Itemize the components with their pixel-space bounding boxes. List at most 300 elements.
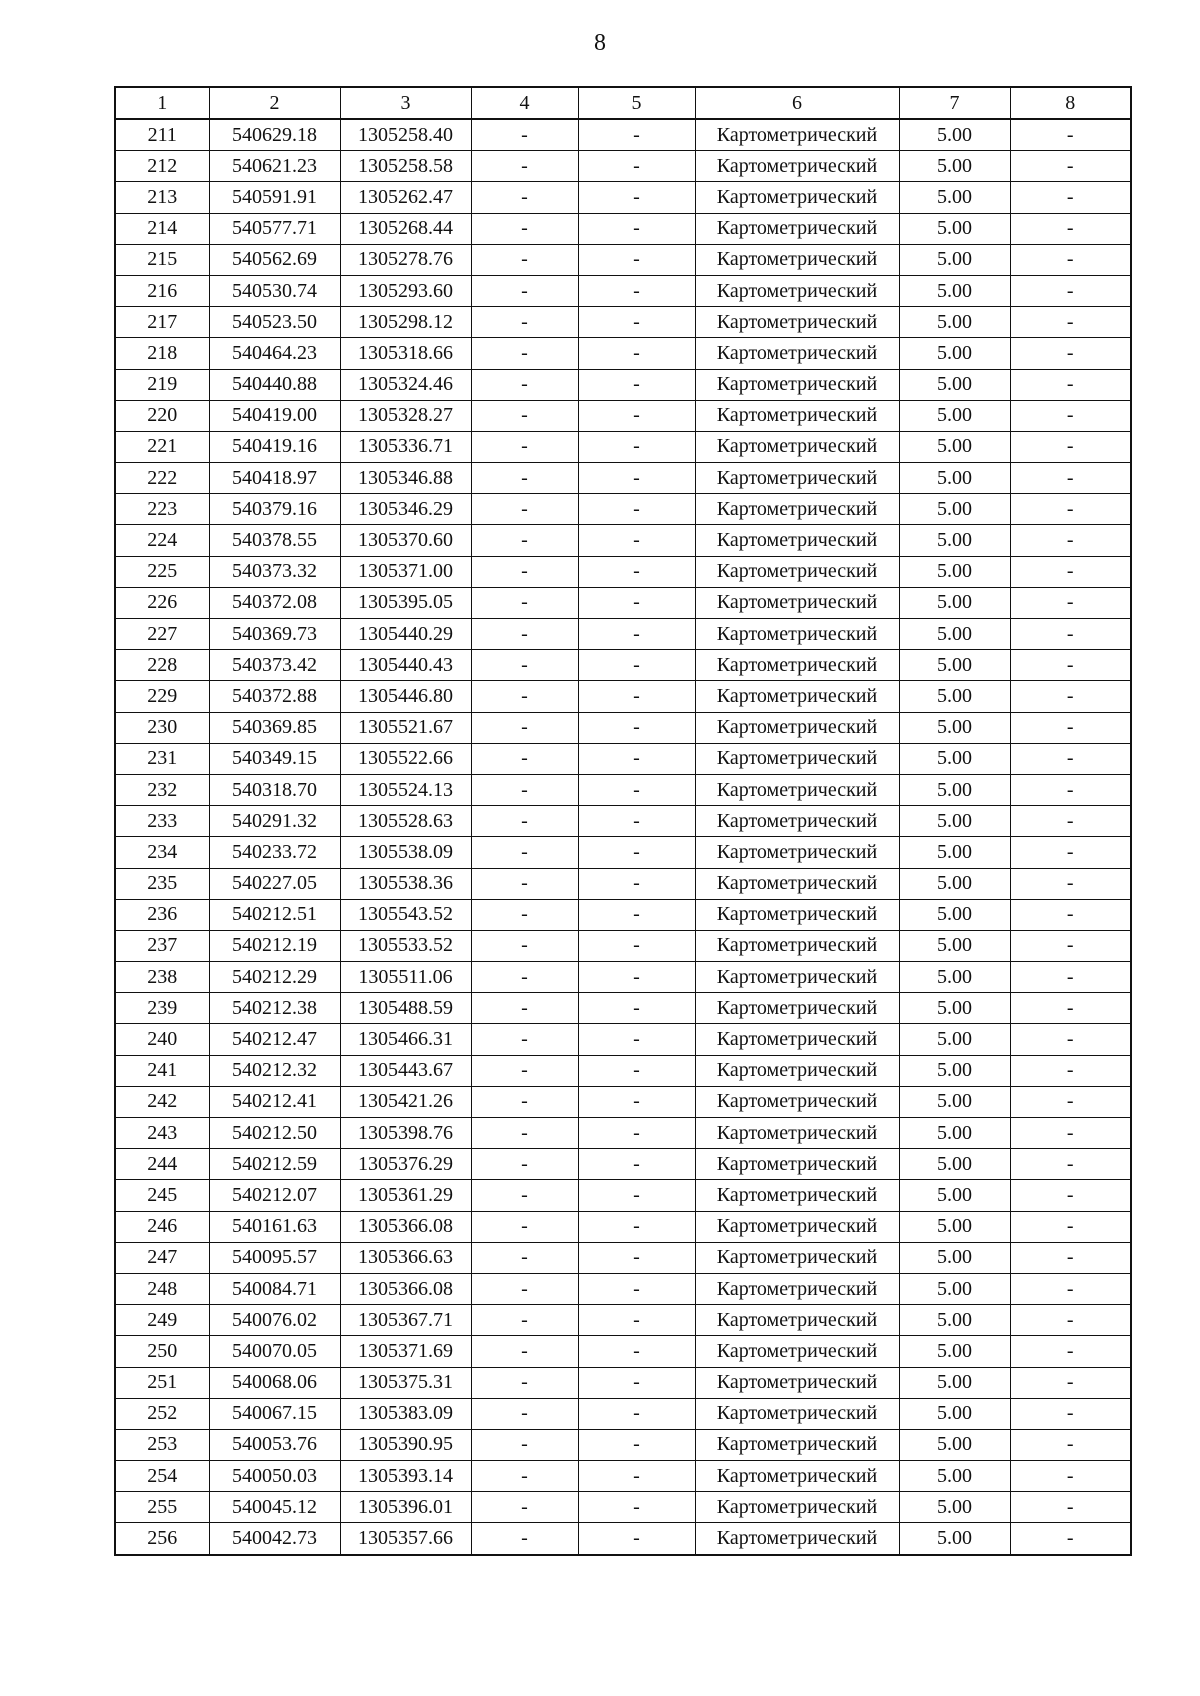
y-coordinate-cell: 1305440.29	[340, 619, 471, 650]
point-number-cell: 214	[115, 213, 209, 244]
table-row	[115, 338, 1131, 369]
method-cell: Картометрический	[695, 151, 899, 182]
method-cell: Картометрический	[695, 1429, 899, 1460]
point-number-cell: 256	[115, 1523, 209, 1555]
col4-cell: -	[471, 712, 578, 743]
point-number-cell: 243	[115, 1118, 209, 1149]
method-cell: Картометрический	[695, 837, 899, 868]
x-coordinate-cell: 540591.91	[209, 182, 340, 213]
col4-cell: -	[471, 993, 578, 1024]
x-coordinate-cell: 540161.63	[209, 1211, 340, 1242]
accuracy-cell: 5.00	[899, 1273, 1010, 1304]
x-coordinate-cell: 540212.38	[209, 993, 340, 1024]
col5-cell: -	[578, 400, 695, 431]
col4-cell: -	[471, 1211, 578, 1242]
point-number-cell: 229	[115, 681, 209, 712]
col8-cell: -	[1010, 650, 1131, 681]
col4-cell: -	[471, 837, 578, 868]
col4-cell: -	[471, 1149, 578, 1180]
col4-cell: -	[471, 930, 578, 961]
point-number-cell: 217	[115, 307, 209, 338]
col8-cell: -	[1010, 930, 1131, 961]
col4-cell: -	[471, 1180, 578, 1211]
col5-cell: -	[578, 1429, 695, 1460]
col8-cell: -	[1010, 619, 1131, 650]
point-number-cell: 253	[115, 1429, 209, 1460]
accuracy-cell: 5.00	[899, 119, 1010, 151]
y-coordinate-cell: 1305446.80	[340, 681, 471, 712]
method-cell: Картометрический	[695, 962, 899, 993]
y-coordinate-cell: 1305328.27	[340, 400, 471, 431]
x-coordinate-cell: 540212.50	[209, 1118, 340, 1149]
y-coordinate-cell: 1305366.63	[340, 1242, 471, 1273]
table-row	[115, 993, 1131, 1024]
column-header-7: 7	[899, 87, 1010, 119]
column-header-8: 8	[1010, 87, 1131, 119]
col8-cell: -	[1010, 1336, 1131, 1367]
col4-cell: -	[471, 1273, 578, 1304]
table-row	[115, 868, 1131, 899]
accuracy-cell: 5.00	[899, 556, 1010, 587]
point-number-cell: 223	[115, 494, 209, 525]
x-coordinate-cell: 540562.69	[209, 244, 340, 275]
col4-cell: -	[471, 307, 578, 338]
accuracy-cell: 5.00	[899, 681, 1010, 712]
accuracy-cell: 5.00	[899, 151, 1010, 182]
accuracy-cell: 5.00	[899, 1024, 1010, 1055]
col8-cell: -	[1010, 213, 1131, 244]
accuracy-cell: 5.00	[899, 1367, 1010, 1398]
table-row	[115, 650, 1131, 681]
col5-cell: -	[578, 1180, 695, 1211]
accuracy-cell: 5.00	[899, 743, 1010, 774]
accuracy-cell: 5.00	[899, 400, 1010, 431]
table-row	[115, 369, 1131, 400]
y-coordinate-cell: 1305538.09	[340, 837, 471, 868]
accuracy-cell: 5.00	[899, 1461, 1010, 1492]
point-number-cell: 220	[115, 400, 209, 431]
y-coordinate-cell: 1305511.06	[340, 962, 471, 993]
col8-cell: -	[1010, 1398, 1131, 1429]
method-cell: Картометрический	[695, 431, 899, 462]
x-coordinate-cell: 540621.23	[209, 151, 340, 182]
table-row	[115, 1086, 1131, 1117]
col4-cell: -	[471, 1492, 578, 1523]
point-number-cell: 238	[115, 962, 209, 993]
col4-cell: -	[471, 525, 578, 556]
col5-cell: -	[578, 806, 695, 837]
col4-cell: -	[471, 1086, 578, 1117]
col4-cell: -	[471, 463, 578, 494]
y-coordinate-cell: 1305278.76	[340, 244, 471, 275]
col8-cell: -	[1010, 525, 1131, 556]
y-coordinate-cell: 1305383.09	[340, 1398, 471, 1429]
accuracy-cell: 5.00	[899, 1211, 1010, 1242]
col8-cell: -	[1010, 1461, 1131, 1492]
table-row	[115, 494, 1131, 525]
table-row	[115, 119, 1131, 151]
col5-cell: -	[578, 369, 695, 400]
col5-cell: -	[578, 899, 695, 930]
point-number-cell: 233	[115, 806, 209, 837]
method-cell: Картометрический	[695, 806, 899, 837]
accuracy-cell: 5.00	[899, 1086, 1010, 1117]
y-coordinate-cell: 1305371.69	[340, 1336, 471, 1367]
col5-cell: -	[578, 1273, 695, 1304]
col4-cell: -	[471, 1118, 578, 1149]
accuracy-cell: 5.00	[899, 868, 1010, 899]
method-cell: Картометрический	[695, 1273, 899, 1304]
col4-cell: -	[471, 868, 578, 899]
table-row	[115, 806, 1131, 837]
col5-cell: -	[578, 1492, 695, 1523]
accuracy-cell: 5.00	[899, 899, 1010, 930]
y-coordinate-cell: 1305538.36	[340, 868, 471, 899]
method-cell: Картометрический	[695, 275, 899, 306]
point-number-cell: 236	[115, 899, 209, 930]
col5-cell: -	[578, 993, 695, 1024]
table-row	[115, 743, 1131, 774]
method-cell: Картометрический	[695, 213, 899, 244]
table-row	[115, 619, 1131, 650]
table-row	[115, 213, 1131, 244]
col5-cell: -	[578, 494, 695, 525]
accuracy-cell: 5.00	[899, 275, 1010, 306]
accuracy-cell: 5.00	[899, 712, 1010, 743]
method-cell: Картометрический	[695, 338, 899, 369]
col4-cell: -	[471, 962, 578, 993]
y-coordinate-cell: 1305528.63	[340, 806, 471, 837]
x-coordinate-cell: 540372.08	[209, 587, 340, 618]
col5-cell: -	[578, 525, 695, 556]
x-coordinate-cell: 540070.05	[209, 1336, 340, 1367]
col8-cell: -	[1010, 587, 1131, 618]
accuracy-cell: 5.00	[899, 494, 1010, 525]
point-number-cell: 211	[115, 119, 209, 151]
point-number-cell: 254	[115, 1461, 209, 1492]
method-cell: Картометрический	[695, 1398, 899, 1429]
table-row	[115, 556, 1131, 587]
point-number-cell: 231	[115, 743, 209, 774]
y-coordinate-cell: 1305346.88	[340, 463, 471, 494]
col5-cell: -	[578, 244, 695, 275]
y-coordinate-cell: 1305258.40	[340, 119, 471, 151]
col5-cell: -	[578, 431, 695, 462]
y-coordinate-cell: 1305293.60	[340, 275, 471, 306]
point-number-cell: 215	[115, 244, 209, 275]
col4-cell: -	[471, 650, 578, 681]
method-cell: Картометрический	[695, 993, 899, 1024]
method-cell: Картометрический	[695, 650, 899, 681]
col4-cell: -	[471, 587, 578, 618]
x-coordinate-cell: 540212.51	[209, 899, 340, 930]
y-coordinate-cell: 1305357.66	[340, 1523, 471, 1555]
x-coordinate-cell: 540084.71	[209, 1273, 340, 1304]
point-number-cell: 242	[115, 1086, 209, 1117]
x-coordinate-cell: 540212.47	[209, 1024, 340, 1055]
accuracy-cell: 5.00	[899, 525, 1010, 556]
col8-cell: -	[1010, 1180, 1131, 1211]
point-number-cell: 227	[115, 619, 209, 650]
y-coordinate-cell: 1305421.26	[340, 1086, 471, 1117]
x-coordinate-cell: 540419.00	[209, 400, 340, 431]
accuracy-cell: 5.00	[899, 650, 1010, 681]
x-coordinate-cell: 540076.02	[209, 1305, 340, 1336]
col4-cell: -	[471, 1461, 578, 1492]
accuracy-cell: 5.00	[899, 463, 1010, 494]
col5-cell: -	[578, 774, 695, 805]
point-number-cell: 248	[115, 1273, 209, 1304]
y-coordinate-cell: 1305371.00	[340, 556, 471, 587]
point-number-cell: 212	[115, 151, 209, 182]
col8-cell: -	[1010, 993, 1131, 1024]
table-row	[115, 1336, 1131, 1367]
y-coordinate-cell: 1305336.71	[340, 431, 471, 462]
col4-cell: -	[471, 244, 578, 275]
col4-cell: -	[471, 213, 578, 244]
x-coordinate-cell: 540419.16	[209, 431, 340, 462]
point-number-cell: 240	[115, 1024, 209, 1055]
col5-cell: -	[578, 1211, 695, 1242]
accuracy-cell: 5.00	[899, 774, 1010, 805]
y-coordinate-cell: 1305346.29	[340, 494, 471, 525]
col5-cell: -	[578, 1149, 695, 1180]
table-row	[115, 1523, 1131, 1555]
table-row	[115, 307, 1131, 338]
col8-cell: -	[1010, 1367, 1131, 1398]
table-header-row	[115, 87, 1131, 119]
table-row	[115, 1367, 1131, 1398]
accuracy-cell: 5.00	[899, 338, 1010, 369]
col4-cell: -	[471, 806, 578, 837]
col8-cell: -	[1010, 837, 1131, 868]
y-coordinate-cell: 1305370.60	[340, 525, 471, 556]
x-coordinate-cell: 540418.97	[209, 463, 340, 494]
method-cell: Картометрический	[695, 400, 899, 431]
table-row	[115, 1211, 1131, 1242]
method-cell: Картометрический	[695, 1492, 899, 1523]
column-header-3: 3	[340, 87, 471, 119]
x-coordinate-cell: 540067.15	[209, 1398, 340, 1429]
x-coordinate-cell: 540373.42	[209, 650, 340, 681]
method-cell: Картометрический	[695, 119, 899, 151]
col5-cell: -	[578, 619, 695, 650]
col8-cell: -	[1010, 1492, 1131, 1523]
accuracy-cell: 5.00	[899, 1492, 1010, 1523]
x-coordinate-cell: 540233.72	[209, 837, 340, 868]
point-number-cell: 232	[115, 774, 209, 805]
method-cell: Картометрический	[695, 525, 899, 556]
x-coordinate-cell: 540212.32	[209, 1055, 340, 1086]
accuracy-cell: 5.00	[899, 1180, 1010, 1211]
accuracy-cell: 5.00	[899, 213, 1010, 244]
table-row	[115, 1398, 1131, 1429]
col5-cell: -	[578, 930, 695, 961]
point-number-cell: 219	[115, 369, 209, 400]
x-coordinate-cell: 540629.18	[209, 119, 340, 151]
col4-cell: -	[471, 151, 578, 182]
col5-cell: -	[578, 307, 695, 338]
method-cell: Картометрический	[695, 369, 899, 400]
x-coordinate-cell: 540349.15	[209, 743, 340, 774]
point-number-cell: 237	[115, 930, 209, 961]
method-cell: Картометрический	[695, 1024, 899, 1055]
y-coordinate-cell: 1305324.46	[340, 369, 471, 400]
col8-cell: -	[1010, 1118, 1131, 1149]
accuracy-cell: 5.00	[899, 1305, 1010, 1336]
method-cell: Картометрический	[695, 1086, 899, 1117]
col8-cell: -	[1010, 743, 1131, 774]
col8-cell: -	[1010, 307, 1131, 338]
table-row	[115, 1055, 1131, 1086]
x-coordinate-cell: 540050.03	[209, 1461, 340, 1492]
col8-cell: -	[1010, 119, 1131, 151]
coordinates-table	[114, 86, 1132, 1556]
y-coordinate-cell: 1305521.67	[340, 712, 471, 743]
col5-cell: -	[578, 587, 695, 618]
table-row	[115, 930, 1131, 961]
point-number-cell: 234	[115, 837, 209, 868]
table-row	[115, 1461, 1131, 1492]
col4-cell: -	[471, 899, 578, 930]
y-coordinate-cell: 1305443.67	[340, 1055, 471, 1086]
method-cell: Картометрический	[695, 774, 899, 805]
point-number-cell: 255	[115, 1492, 209, 1523]
col4-cell: -	[471, 1305, 578, 1336]
col4-cell: -	[471, 400, 578, 431]
method-cell: Картометрический	[695, 1149, 899, 1180]
method-cell: Картометрический	[695, 1118, 899, 1149]
table-row	[115, 712, 1131, 743]
accuracy-cell: 5.00	[899, 1118, 1010, 1149]
point-number-cell: 249	[115, 1305, 209, 1336]
col8-cell: -	[1010, 338, 1131, 369]
col5-cell: -	[578, 1367, 695, 1398]
x-coordinate-cell: 540373.32	[209, 556, 340, 587]
accuracy-cell: 5.00	[899, 587, 1010, 618]
col8-cell: -	[1010, 1055, 1131, 1086]
method-cell: Картометрический	[695, 1336, 899, 1367]
col8-cell: -	[1010, 556, 1131, 587]
col8-cell: -	[1010, 494, 1131, 525]
col4-cell: -	[471, 681, 578, 712]
point-number-cell: 218	[115, 338, 209, 369]
col8-cell: -	[1010, 806, 1131, 837]
point-number-cell: 224	[115, 525, 209, 556]
y-coordinate-cell: 1305533.52	[340, 930, 471, 961]
col5-cell: -	[578, 1024, 695, 1055]
accuracy-cell: 5.00	[899, 1429, 1010, 1460]
col8-cell: -	[1010, 182, 1131, 213]
table-row	[115, 774, 1131, 805]
y-coordinate-cell: 1305390.95	[340, 1429, 471, 1460]
x-coordinate-cell: 540227.05	[209, 868, 340, 899]
method-cell: Картометрический	[695, 930, 899, 961]
col5-cell: -	[578, 556, 695, 587]
method-cell: Картометрический	[695, 1055, 899, 1086]
table-row	[115, 1118, 1131, 1149]
accuracy-cell: 5.00	[899, 244, 1010, 275]
col8-cell: -	[1010, 1149, 1131, 1180]
col8-cell: -	[1010, 774, 1131, 805]
col5-cell: -	[578, 1305, 695, 1336]
y-coordinate-cell: 1305543.52	[340, 899, 471, 930]
method-cell: Картометрический	[695, 587, 899, 618]
accuracy-cell: 5.00	[899, 1336, 1010, 1367]
y-coordinate-cell: 1305488.59	[340, 993, 471, 1024]
table-row	[115, 962, 1131, 993]
table-row	[115, 1429, 1131, 1460]
col8-cell: -	[1010, 400, 1131, 431]
y-coordinate-cell: 1305466.31	[340, 1024, 471, 1055]
y-coordinate-cell: 1305440.43	[340, 650, 471, 681]
method-cell: Картометрический	[695, 899, 899, 930]
accuracy-cell: 5.00	[899, 1242, 1010, 1273]
col8-cell: -	[1010, 962, 1131, 993]
col4-cell: -	[471, 182, 578, 213]
x-coordinate-cell: 540318.70	[209, 774, 340, 805]
col4-cell: -	[471, 619, 578, 650]
col4-cell: -	[471, 1429, 578, 1460]
accuracy-cell: 5.00	[899, 1055, 1010, 1086]
y-coordinate-cell: 1305258.58	[340, 151, 471, 182]
col5-cell: -	[578, 463, 695, 494]
point-number-cell: 230	[115, 712, 209, 743]
y-coordinate-cell: 1305398.76	[340, 1118, 471, 1149]
col4-cell: -	[471, 1336, 578, 1367]
col5-cell: -	[578, 743, 695, 774]
col8-cell: -	[1010, 1523, 1131, 1555]
point-number-cell: 222	[115, 463, 209, 494]
method-cell: Картометрический	[695, 182, 899, 213]
table-row	[115, 1242, 1131, 1273]
accuracy-cell: 5.00	[899, 993, 1010, 1024]
col8-cell: -	[1010, 1429, 1131, 1460]
method-cell: Картометрический	[695, 494, 899, 525]
y-coordinate-cell: 1305522.66	[340, 743, 471, 774]
method-cell: Картометрический	[695, 1180, 899, 1211]
table-row	[115, 1492, 1131, 1523]
col8-cell: -	[1010, 1024, 1131, 1055]
accuracy-cell: 5.00	[899, 837, 1010, 868]
method-cell: Картометрический	[695, 1523, 899, 1555]
col5-cell: -	[578, 1242, 695, 1273]
x-coordinate-cell: 540042.73	[209, 1523, 340, 1555]
col4-cell: -	[471, 431, 578, 462]
method-cell: Картометрический	[695, 1461, 899, 1492]
col8-cell: -	[1010, 431, 1131, 462]
col4-cell: -	[471, 743, 578, 774]
y-coordinate-cell: 1305375.31	[340, 1367, 471, 1398]
x-coordinate-cell: 540378.55	[209, 525, 340, 556]
col4-cell: -	[471, 119, 578, 151]
point-number-cell: 245	[115, 1180, 209, 1211]
col5-cell: -	[578, 1118, 695, 1149]
col8-cell: -	[1010, 369, 1131, 400]
col5-cell: -	[578, 1086, 695, 1117]
y-coordinate-cell: 1305268.44	[340, 213, 471, 244]
point-number-cell: 235	[115, 868, 209, 899]
y-coordinate-cell: 1305396.01	[340, 1492, 471, 1523]
accuracy-cell: 5.00	[899, 1523, 1010, 1555]
col5-cell: -	[578, 275, 695, 306]
col5-cell: -	[578, 1523, 695, 1555]
table-row	[115, 1273, 1131, 1304]
method-cell: Картометрический	[695, 307, 899, 338]
col5-cell: -	[578, 213, 695, 244]
col8-cell: -	[1010, 1211, 1131, 1242]
col4-cell: -	[471, 275, 578, 306]
